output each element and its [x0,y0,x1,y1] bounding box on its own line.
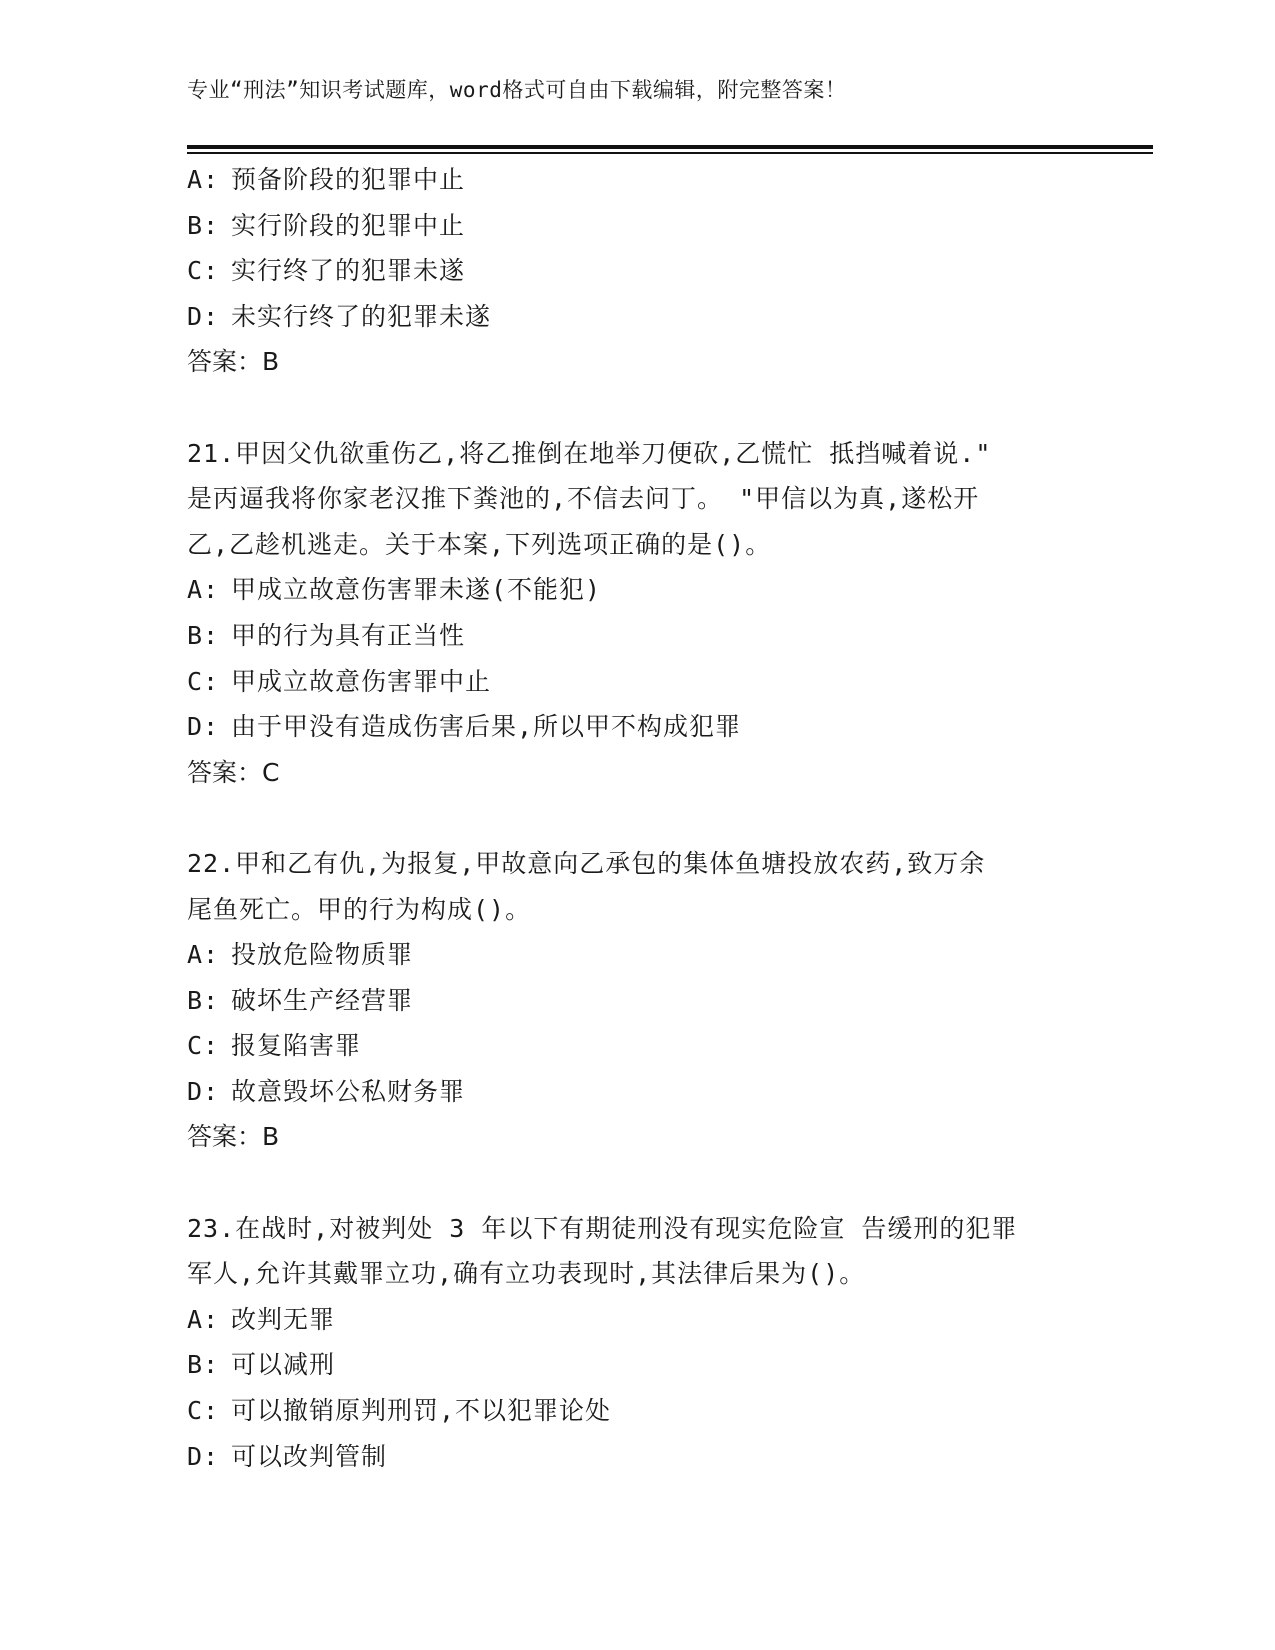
question-22 [187,841,1147,1160]
option-letter: B: [187,210,220,240]
answer-line: 答案：C [187,757,280,787]
question-text-line: 23.在战时,对被判处 3 年以下有期徒刑没有现实危险宣 告缓刑的犯罪 [187,1213,1018,1243]
option-text: 破坏生产经营罪 [231,985,414,1015]
option-b [187,978,1147,1024]
spacer [187,385,1147,431]
header-rule-thin [187,152,1153,154]
option-text: 未实行终了的犯罪未遂 [231,301,492,331]
option-letter: D: [187,1076,220,1106]
option-d [187,1069,1147,1115]
option-letter: C: [187,1031,220,1061]
option-text: 甲成立故意伤害罪中止 [231,666,492,696]
option-c [187,248,1147,294]
header-rule-thick [187,145,1153,149]
option-a [187,567,1147,613]
option-text: 改判无罪 [231,1304,336,1334]
option-text: 由于甲没有造成伤害后果,所以甲不构成犯罪 [231,712,742,742]
question-text-line: 是丙逼我将你家老汉推下粪池的,不信去问丁。 "甲信以为真,遂松开 [187,484,980,514]
option-letter: A: [187,940,220,970]
option-a [187,157,1147,203]
question-23 [187,1206,1147,1480]
spacer [187,1160,1147,1206]
option-text: 甲成立故意伤害罪未遂(不能犯) [231,575,602,605]
option-letter: C: [187,666,220,696]
question-21 [187,431,1147,796]
option-b [187,613,1147,659]
question-text-line: 乙,乙趁机逃走。关于本案,下列选项正确的是()。 [187,529,772,559]
question-content [187,157,1147,1479]
option-c [187,1388,1147,1434]
option-b [187,203,1147,249]
question-text-line: 军人,允许其戴罪立功,确有立功表现时,其法律后果为()。 [187,1259,866,1289]
question-text-line: 尾鱼死亡。甲的行为构成()。 [187,894,532,924]
option-letter: C: [187,1396,220,1426]
option-text: 预备阶段的犯罪中止 [231,165,466,194]
option-text: 可以撤销原判刑罚,不以犯罪论处 [231,1396,612,1426]
option-a [187,1297,1147,1343]
option-letter: A: [187,1304,220,1334]
document-header: 专业“刑法”知识考试题库，word格式可自由下载编辑，附完整答案！ [187,78,847,102]
option-text: 甲的行为具有正当性 [231,620,466,650]
option-letter: D: [187,712,220,742]
option-c [187,1023,1147,1069]
option-text: 实行阶段的犯罪中止 [231,210,466,240]
option-text: 可以改判管制 [231,1441,388,1471]
option-a [187,932,1147,978]
option-d [187,704,1147,750]
option-letter: B: [187,985,220,1015]
option-d [187,1434,1147,1480]
answer-line: 答案：B [187,347,280,377]
question-text-line: 21.甲因父仇欲重伤乙,将乙推倒在地举刀便砍,乙慌忙 抵挡喊着说." [187,438,992,468]
answer-line: 答案：B [187,1122,280,1152]
option-letter: C: [187,256,220,286]
option-text: 故意毁坏公私财务罪 [231,1076,466,1106]
option-letter: A: [187,575,220,605]
option-letter: D: [187,1441,220,1471]
question-20 [187,157,1147,385]
spacer [187,795,1147,841]
option-letter: B: [187,620,220,650]
option-b [187,1342,1147,1388]
option-text: 可以减刑 [231,1350,336,1380]
option-text: 投放危险物质罪 [231,940,414,970]
option-letter: D: [187,301,220,331]
option-text: 报复陷害罪 [231,1031,362,1061]
option-letter: A: [187,165,220,194]
option-d [187,294,1147,340]
question-text-line: 22.甲和乙有仇,为报复,甲故意向乙承包的集体鱼塘投放农药,致万余 [187,848,986,878]
option-c [187,659,1147,705]
option-text: 实行终了的犯罪未遂 [231,256,466,286]
option-letter: B: [187,1350,220,1380]
